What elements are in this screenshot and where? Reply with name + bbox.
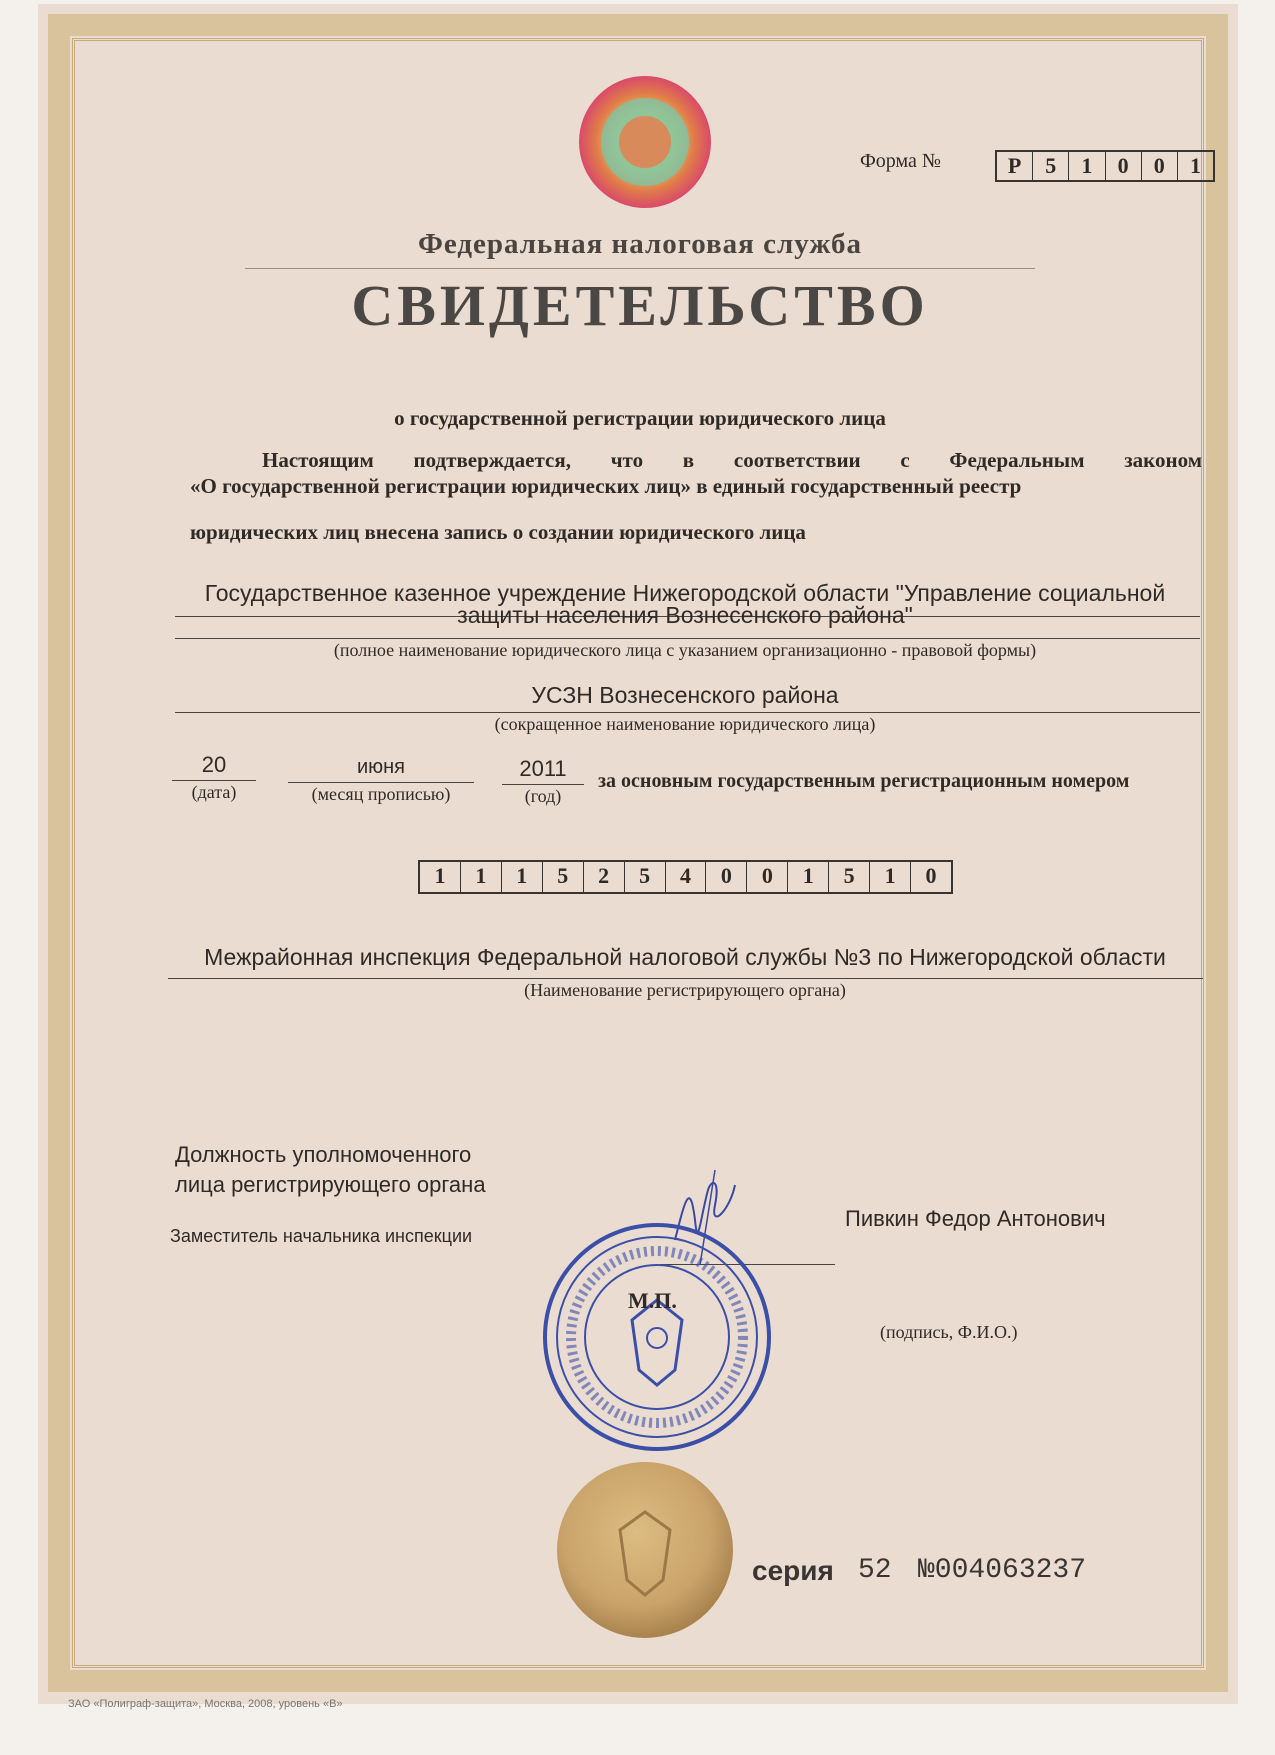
ogrn-number-cells: [418, 860, 953, 894]
form-label: Форма №: [860, 150, 941, 172]
date-day: 20: [201, 752, 227, 777]
ogrn-cell: 5: [543, 862, 584, 892]
date-year: 2011: [519, 756, 567, 781]
registering-authority: Межрайонная инспекция Федеральной налоговой службы №3 по Нижегородской области: [204, 944, 1166, 970]
short-name-caption: (сокращенное наименование юридического лица): [494, 714, 876, 734]
authority-caption: (Наименование регистрирующего органа): [524, 980, 846, 1000]
ogrn-cell: 2: [584, 862, 625, 892]
authority-underline: [168, 978, 1203, 979]
date-month-caption: (месяц прописью): [311, 784, 451, 804]
date-day-caption: (дата): [191, 782, 237, 802]
intro-line-1: Настоящим подтверждается, что в соответствии с Федеральным законом: [262, 448, 1202, 472]
form-cell: 1: [1069, 152, 1105, 180]
printer-footer: ЗАО «Полиграф-защита», Москва, 2008, уровень «В»: [68, 1698, 343, 1710]
form-cell: 0: [1106, 152, 1142, 180]
ogrn-cell: 1: [502, 862, 543, 892]
official-stamp-icon: [540, 1220, 775, 1455]
mp-label: М.П.: [628, 1288, 677, 1313]
form-cell: 1: [1189, 153, 1201, 178]
ogrn-cell: 5: [829, 862, 870, 892]
date-day-underline: [172, 780, 256, 781]
intro-line-3: юридических лиц внесена запись о создании юридического лица: [190, 520, 806, 544]
official-name: Пивкин Федор Антонович: [845, 1206, 1106, 1231]
intro-line-2: «О государственной регистрации юридических лиц» в единый государственный реестр: [190, 474, 1022, 498]
full-name-line-2: защиты населения Вознесенского района": [457, 602, 913, 628]
form-cell: 0: [1142, 152, 1178, 180]
date-month: июня: [356, 756, 406, 778]
header-divider: [245, 268, 1035, 269]
ogrn-cell: 0: [925, 863, 937, 888]
form-number-cells: [995, 150, 1215, 182]
ogrn-cell: 1: [788, 862, 829, 892]
position-label-1: Должность уполномоченного: [175, 1142, 472, 1167]
page-title: СВИДЕТЕЛЬСТВО: [351, 273, 929, 338]
hologram-emblem-icon: [575, 72, 715, 212]
ogrn-cell: 0: [747, 862, 788, 892]
short-name-underline: [175, 712, 1200, 713]
ogrn-cell: 1: [870, 862, 911, 892]
ogrn-label: за основным государственным регистрационным номером: [598, 770, 1130, 792]
position-label-2: лица регистрирующего органа: [175, 1172, 486, 1197]
series-value: 52: [858, 1555, 892, 1586]
full-name-line-1: Государственное казенное учреждение Нижегородской области "Управление социальной: [204, 580, 1166, 606]
ogrn-cell: 1: [420, 862, 461, 892]
full-name-caption: (полное наименование юридического лица с указанием организационно - правовой формы): [333, 640, 1037, 660]
ogrn-cell: 1: [461, 862, 502, 892]
service-title: Федеральная налоговая служба: [417, 228, 863, 260]
gold-seal-icon: [555, 1460, 735, 1640]
official-position: Заместитель начальника инспекции: [170, 1226, 473, 1246]
form-cell: 5: [1033, 152, 1069, 180]
date-year-underline: [502, 784, 584, 785]
date-year-caption: (год): [524, 786, 562, 806]
signature-caption: (подпись, Ф.И.О.): [880, 1322, 1018, 1342]
ogrn-cell: 5: [625, 862, 666, 892]
ogrn-cell: 4: [666, 862, 707, 892]
series-label: серия: [752, 1555, 834, 1586]
certificate-number: №004063237: [918, 1555, 1087, 1586]
subtitle: о государственной регистрации юридического лица: [394, 406, 886, 430]
date-month-underline: [288, 782, 474, 783]
full-name-underline-2: [175, 638, 1200, 639]
form-cell: Р: [997, 152, 1033, 180]
short-name: УСЗН Вознесенского района: [531, 682, 839, 708]
ogrn-cell: 0: [706, 862, 747, 892]
